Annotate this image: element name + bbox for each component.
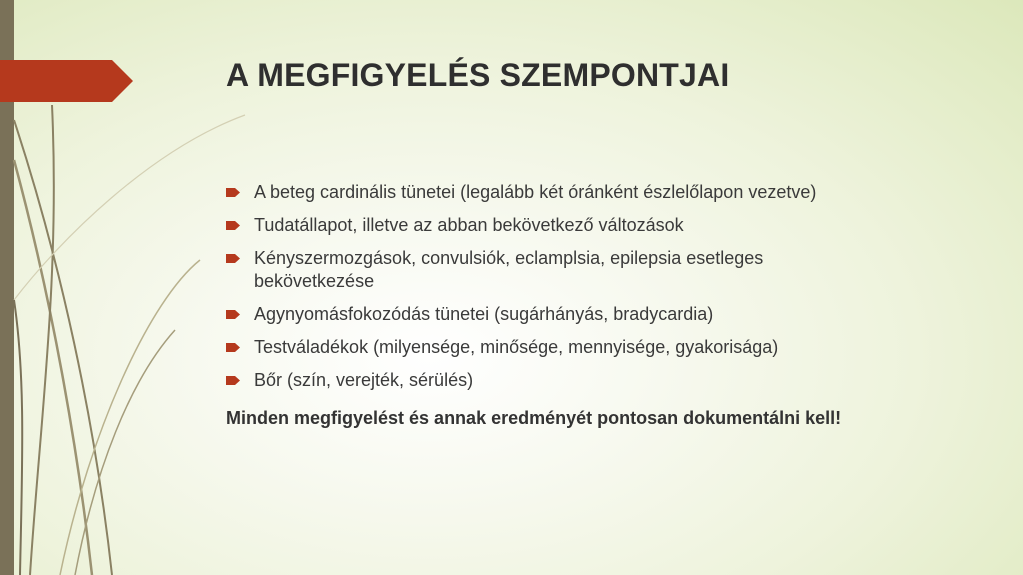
bullet-list: [226, 181, 966, 402]
arrow-bullet-icon: [226, 188, 240, 197]
bullet-text: Tudatállapot, illetve az abban bekövetkező változások: [254, 215, 684, 235]
arrow-bullet-icon: [226, 221, 240, 230]
bullet-item: [226, 303, 966, 326]
bullet-text: Agynyomásfokozódás tünetei (sugárhányás, bradycardia): [254, 304, 714, 324]
bullet-text: Bőr (szín, verejték, sérülés): [254, 370, 474, 390]
arrow-bullet-icon: [226, 310, 240, 319]
bullet-item: [226, 247, 874, 293]
summary-note: Minden megfigyelést és annak eredményét pontosan dokumentálni kell!: [226, 408, 842, 428]
arrow-bullet-icon: [226, 254, 240, 263]
bullet-item: [226, 214, 966, 237]
bullet-text: Testváladékok (milyensége, minősége, mennyisége, gyakorisága): [254, 337, 779, 357]
title-arrow-shape: [0, 60, 133, 102]
bullet-item: [226, 336, 966, 359]
bullet-text: A beteg cardinális tünetei (legalább két óránként észlelőlapon vezetve): [254, 182, 817, 202]
arrow-bullet-icon: [226, 376, 240, 385]
bullet-text: Kényszermozgások, convulsiók, eclamplsia, epilepsia esetleges bekövetkezése: [254, 248, 764, 291]
bullet-item: [226, 369, 966, 392]
bullet-item: [226, 181, 966, 204]
arrow-bullet-icon: [226, 343, 240, 352]
slide-title: A MEGFIGYELÉS SZEMPONTJAI: [226, 57, 730, 93]
